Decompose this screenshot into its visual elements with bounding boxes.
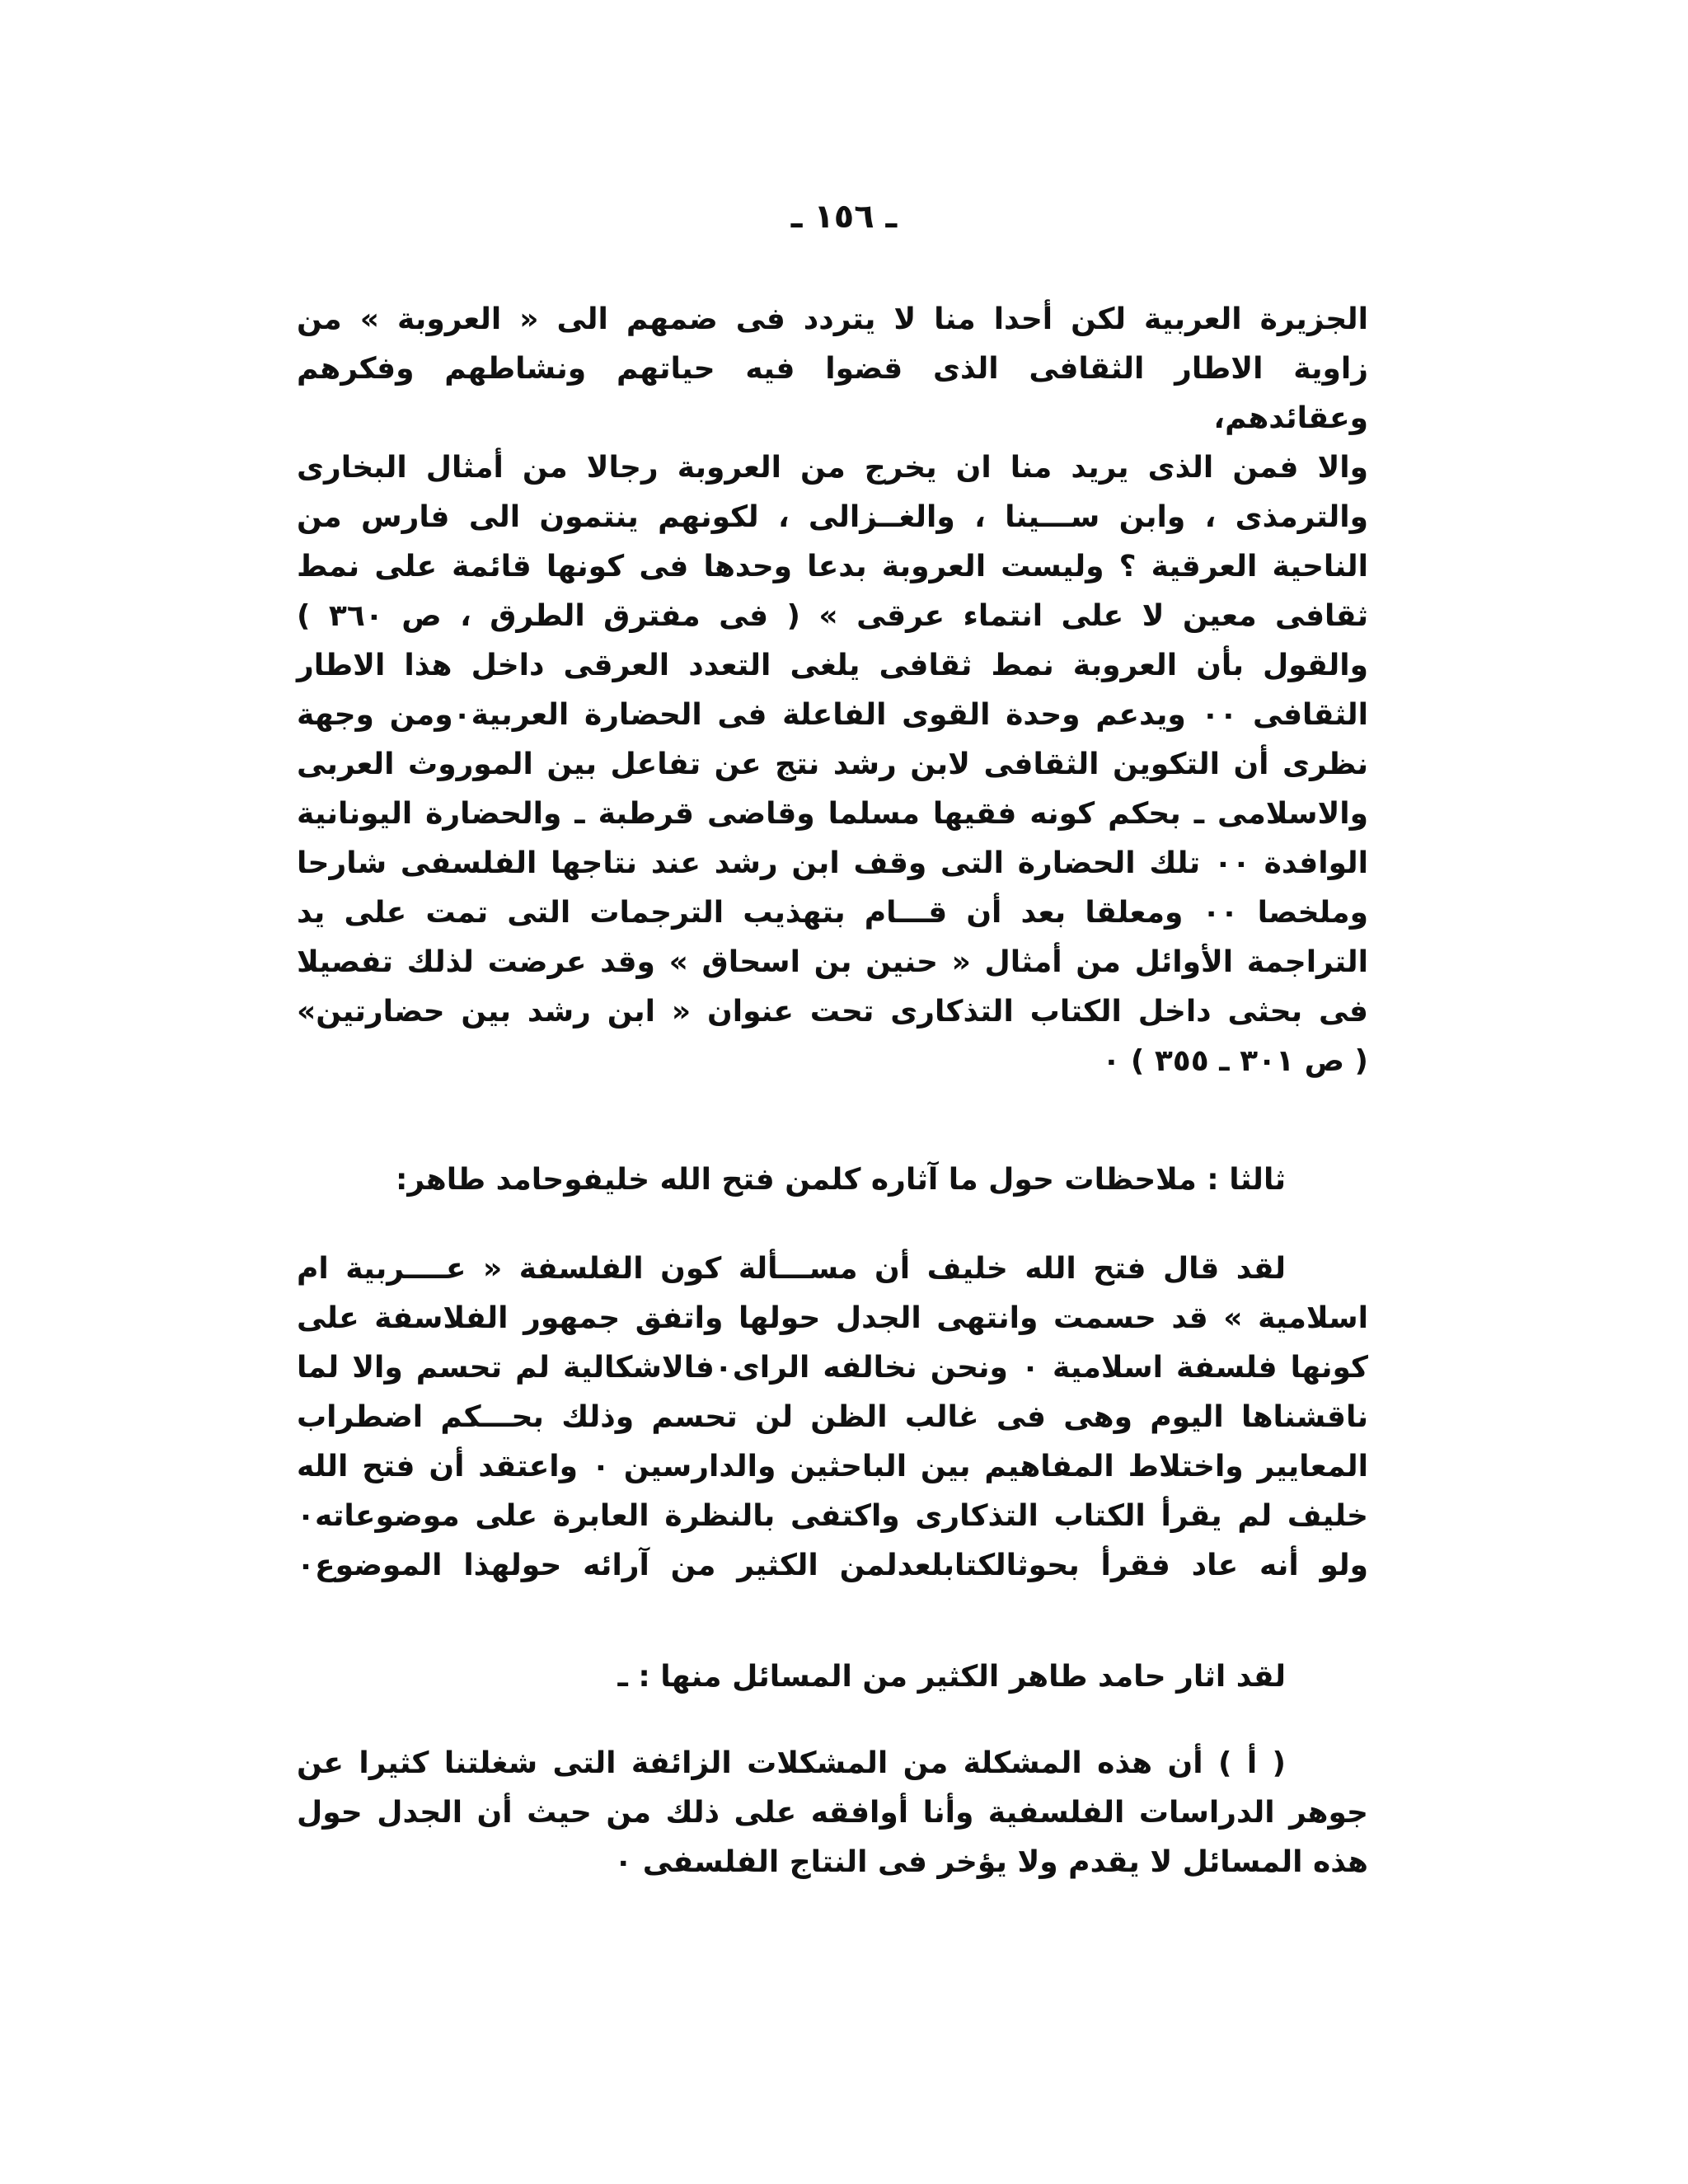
- text-line: ثقافى معين لا على انتماء عرقى » ( فى مفترق الطرق ، ص ٣٦٠ ): [297, 599, 1368, 633]
- text-line: جوهر الدراسات الفلسفية وأنا أوافقه على ذلك من حيث أن الجدل حول: [297, 1796, 1368, 1830]
- text-line: الناحية العرقية ؟ وليست العروبة بدعا وحدها فى كونها قائمة على نمط: [297, 550, 1368, 583]
- paragraph-4: [297, 1739, 1368, 1887]
- text-line: الوافدة ٠٠ تلك الحضارة التى وقف ابن رشد عند نتاجها الفلسفى شارحا: [297, 846, 1368, 880]
- text-line: وملخصا ٠٠ ومعلقا بعد أن قـــام بتهذيب الترجمات التى تمت على يد: [297, 896, 1368, 930]
- text-line: والترمذى ، وابن ســـينا ، والغــزالى ، لكونهم ينتمون الى فارس من: [297, 500, 1368, 534]
- text-line: الثقافى ٠٠ ويدعم وحدة القوى الفاعلة فى الحضارة العربية٠ومن وجهة: [297, 698, 1369, 732]
- text-line: والا فمن الذى يريد منا ان يخرج من العروبة رجالا من أمثال البخارى: [297, 451, 1368, 485]
- text-line: اسلامية » قد حسمت وانتهى الجدل حولها واتفق جمهور الفلاسفة على: [297, 1301, 1368, 1335]
- text-line: زاوية الاطار الثقافى الذى قضوا فيه حياتهم ونشاطهم وفكرهم وعقائدهم،: [297, 352, 1368, 435]
- text-line: نظرى أن التكوين الثقافى لابن رشد نتج عن تفاعل بين الموروث العربى: [297, 748, 1368, 781]
- text-line: المعايير واختلاط المفاهيم بين الباحثين والدارسين ٠ واعتقد أن فتح الله: [297, 1450, 1368, 1483]
- paragraph-3: [297, 1652, 1368, 1702]
- paragraph-1: [297, 295, 1368, 1086]
- text-line: لقد قال فتح الله خليف أن مســـألة كون الفلسفة « عــــربية ام: [297, 1252, 1286, 1286]
- paragraph-2: [297, 1244, 1368, 1591]
- text-line: هذه المسائل لا يقدم ولا يؤخر فى النتاج الفلسفى ٠: [614, 1845, 1368, 1879]
- section-heading-block: [297, 1155, 1368, 1205]
- page-number: ـ ١٥٦ ـ: [790, 198, 898, 236]
- text-line: والقول بأن العروبة نمط ثقافى يلغى التعدد العرقى داخل هذا الاطار: [297, 649, 1368, 682]
- text-line: الجزيرة العربية لكن أحدا منا لا يتردد فى ضمهم الى « العروبة » من: [297, 302, 1368, 336]
- text-line: كونها فلسفة اسلامية ٠ ونحن نخالفه الراى٠فالاشكالية لم تحسم والا لما: [297, 1351, 1368, 1385]
- text-line: لقد اثار حامد طاهر الكثير من المسائل منها : ـ: [617, 1660, 1286, 1694]
- text-line: ناقشناها اليوم وهى فى غالب الظن لن تحسم وذلك بحـــكم اضطراب: [297, 1400, 1368, 1434]
- text-line: ( ص ٣٠١ ـ ٣٥٥ ) ٠: [1102, 1044, 1368, 1078]
- text-line: خليف لم يقرأ الكتاب التذكارى واكتفى بالنظرة العابرة على موضوعاته٠: [297, 1499, 1368, 1533]
- section-heading: ثالثا : ملاحظات حول ما آثاره كلمن فتح الله خليفوحامد طاهر:: [395, 1163, 1286, 1197]
- text-line: والاسلامى ـ بحكم كونه فقيها مسلما وقاضى قرطبة ـ والحضارة اليونانية: [297, 797, 1368, 831]
- text-line: فى بحثى داخل الكتاب التذكارى تحت عنوان « ابن رشد بين حضارتين»: [297, 995, 1368, 1029]
- text-line: ( أ ) أن هذه المشكلة من المشكلات الزائفة التى شغلتنا كثيرا عن: [297, 1746, 1286, 1780]
- text-line: التراجمة الأوائل من أمثال « حنين بن اسحاق » وقد عرضت لذلك تفصيلا: [297, 945, 1368, 979]
- text-line: ولو أنه عاد فقرأ بحوثالكتابلعدلمن الكثير من آرائه حولهذا الموضوع٠: [297, 1549, 1368, 1582]
